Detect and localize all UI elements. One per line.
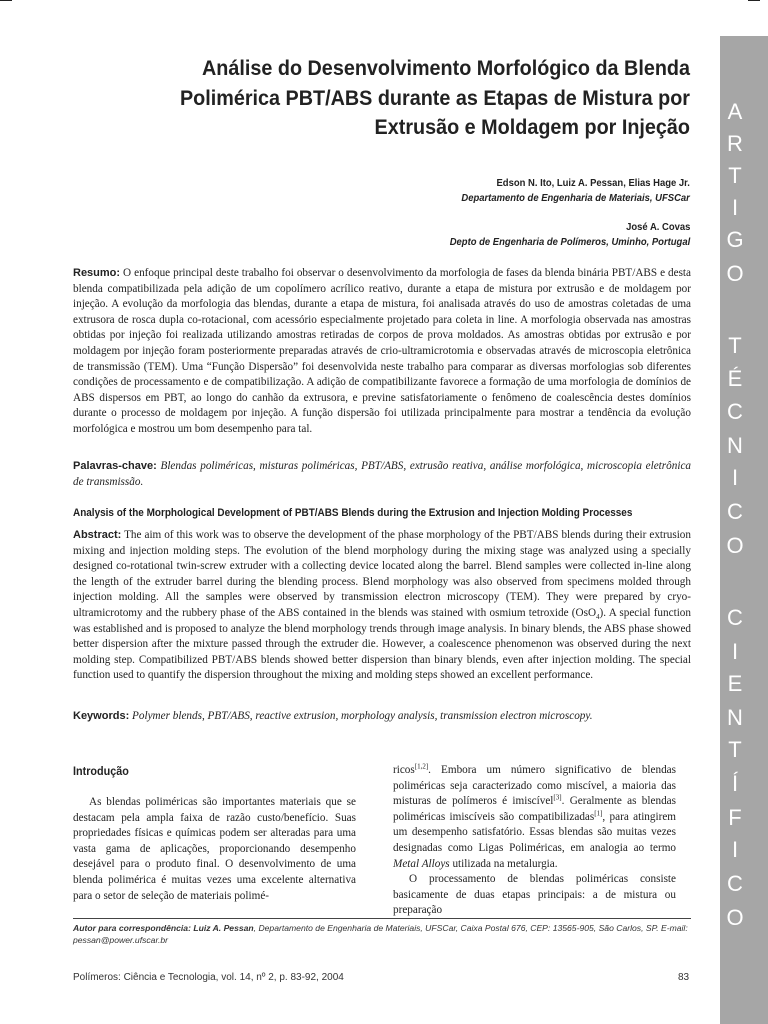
journal-citation: Polímeros: Ciência e Tecnologia, vol. 14, nº 2, p. 83-92, 2004 [73,972,344,983]
footnote-divider [73,918,691,919]
citation[interactable]: [1,2] [414,762,429,771]
abstract-block [73,528,691,684]
sidebar-letter: C [727,605,743,630]
intro-heading: Introdução [73,764,129,778]
author-names: Edson N. Ito, Luiz A. Pessan, Elias Hage Jr. [496,177,690,189]
sidebar-letter: O [726,533,744,558]
page-number: 83 [678,972,690,983]
author-names: José A. Covas [625,221,690,233]
sidebar-letter: E [727,671,743,696]
citation[interactable]: [3] [553,793,562,802]
sidebar-letter: N [727,705,743,730]
title-line: Polimérica PBT/ABS durante as Etapas de Mistura por [179,85,690,110]
title-line: Extrusão e Moldagem por Injeção [374,115,690,139]
sidebar-letter: O [726,261,744,286]
sidebar-letter: A [727,99,743,124]
intro-text: utilizada na metalurgia. [449,857,558,870]
corresponding-author-footnote [73,922,693,946]
intro-text: . Embora um número significativo de blendas poliméricas seja caracterizado como miscível, a maioria das misturas de polímeros é imiscível [393,764,676,808]
intro-paragraph: As blendas poliméricas são importantes materiais que se destacam pela ampla faixa de razão custo/benefício. Suas propriedades físicas e químicas podem ser alteradas para uma vasta gama de aplicações, proporcionando desempenho desejável para o produto final. O desenvolvimento de uma blenda polimérica é muitas vezes uma excelente alternativa para o setor de seleção de materiais polimé- [73,796,356,902]
author-affiliation: Depto de Engenharia de Polímeros, Uminho, Portugal [449,236,690,248]
sidebar-letter: I [731,837,739,862]
abstract-text: The aim of this work was to observe the development of the phase morphology of the PBT/ABS blends during their extrusion mixing and injection molding steps. The evolution of the blend morphology during the mixing stage was analyzed using a specially designed co-rotational twin-screw extruder with a collecting device located along the barrel. Blend samples were collected in-line along the length of the extruder barrel during the blending process. Blend morphology was also observed from specimens molded through injection molding. All the samples were observed by transmission electron microscopy (TEM). They were prepared by cryo-ultramicrotomy and the rubbery phase of the ABS contained in the blends was stained with osmium tetroxide (OsO [73,529,691,619]
sidebar-letter: N [727,433,743,458]
resumo-block [73,266,691,438]
sidebar-letter: Í [731,771,739,796]
english-title: Analysis of the Morphological Development of PBT/ABS Blends during the Extrusion and Injection Molding Processes [73,507,633,519]
author-affiliation: Departamento de Engenharia de Materiais, UFSCar [461,192,690,204]
sidebar-letter: G [726,227,744,252]
intro-text: . Geralmente as blendas poliméricas imiscíveis são compatibilizadas [393,795,676,823]
sidebar-letter: O [726,905,744,930]
footnote-text: , Departamento de Engenharia de Materiais, UFSCar, Caixa Postal 676, CEP: 13565-905, São Carlos, SP. E-mail: pessan@power.ufscar.br [73,923,688,945]
palavras-chave-label: Palavras-chave: [73,460,157,472]
sidebar-letter: C [727,499,743,524]
palavras-chave-block [73,458,691,490]
sidebar-letter: I [731,465,739,490]
sidebar-letter: R [727,131,743,156]
sidebar-letter: T [728,737,742,762]
sidebar-letter: I [731,195,739,220]
sidebar-letter: T [728,163,742,188]
abstract-text: ). A special function was established and is proposed to analyze the blend morphology trends through image analysis. In binary blends, the ABS phase showed better dispersion after the mixture passed through the extruder die. However, a coalescence phenomenon was observed during the next molding step. Compatibilized PBT/ABS blends showed better dispersion than binary blends, even after injection molding. The special function used to quantify the dispersion throughout the mixing and molding steps showed an excellent performance. [73,606,691,682]
intro-text: ricos [393,764,415,776]
citation[interactable]: [1] [594,809,603,818]
abstract-subscript: 4 [596,613,600,622]
crop-mark-left [0,0,12,1]
intro-column-left [73,795,356,904]
paper-title [138,54,690,143]
sidebar-letter: C [727,871,743,896]
intro-column-right [393,763,676,919]
palavras-chave-text: Blendas poliméricas, misturas poliméricas, PBT/ABS, extrusão reativa, análise morfológica, microscopia eletrônica de transmissão. [73,460,691,488]
title-line: Análise do Desenvolvimento Morfológico da Blenda [202,56,690,80]
keywords-label: Keywords: [73,710,130,722]
sidebar-letter: I [731,639,739,664]
abstract-label: Abstract: [73,529,122,541]
sidebar-letter: T [728,333,742,358]
sidebar-letter: F [728,805,742,830]
intro-paragraph [393,763,676,872]
footnote-label: Autor para correspondência: Luiz A. Pessan [73,923,254,933]
resumo-text: O enfoque principal deste trabalho foi observar o desenvolvimento da morfologia de fases da blenda binária PBT/ABS e desta blenda compatibilizada pela adição de um copolímero acrílico reativo, durante a etapa de mistura por extrusão e de moldagem por injeção. A evolução da morfologia das blendas, durante a etapa de mistura, foi analisada através do uso de amostras coletadas de uma extrusora de rosca dupla co-rotacional, com acessório especialmente projetado para coleta in line. A morfologia observada nas amostras obtidas por injeção foi realizada utilizando amostras retiradas de corpos de prova moldados. As amostras obtidas por extrusão e por moldagem por injeção foram posteriormente preparadas através de crio-ultramicrotomia e observadas através de microscopia eletrônica de transmissão (TEM). Uma “Função Dispersão” foi desenvolvida neste trabalho para comparar as diversas morfologias sob diferentes condições de processamento e de compatibilização. A adição de compatibilizante favorece a formação de uma morfologia de domínios de ABS dispersos em PBT, ao longo do canhão da extrusora, e previne satisfatoriamente o fenômeno de coalescência destes domínios durante o processo de moldagem por injeção. A função dispersão foi utilizada principalmente para mostrar a tendência da evolução morfológica e mostrou um bom desempenho para tal. [73,267,692,435]
crop-mark-right [748,0,760,1]
section-sidebar [720,36,768,1024]
intro-paragraph: O processamento de blendas poliméricas consiste basicamente de duas etapas principais: a de mistura ou preparação [393,873,676,917]
sidebar-letter: É [727,366,743,391]
sidebar-letter: C [727,399,743,424]
intro-italic-term: Metal Alloys [393,857,450,870]
intro-text: , para atingirem um desempenho satisfatório. Essas blendas são muitas vezes designadas como Ligas Poliméricas, em analogia ao termo [393,810,676,854]
resumo-label: Resumo: [73,267,121,279]
keywords-text: Polymer blends, PBT/ABS, reactive extrusion, morphology analysis, transmission electron microscopy. [132,710,593,722]
keywords-block [73,709,691,725]
